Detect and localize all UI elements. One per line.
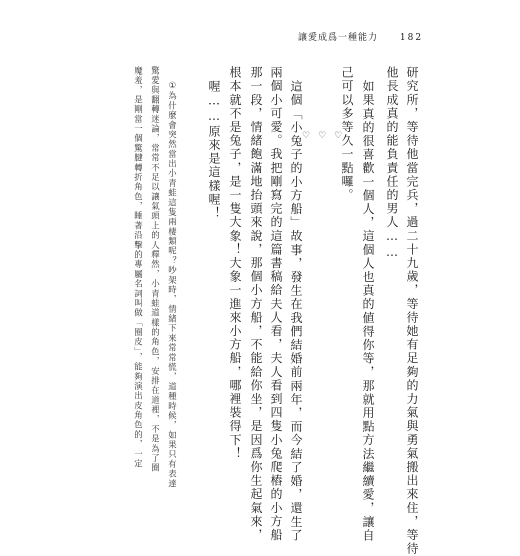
text-column-4: 己可以多等久一點囉。 [340, 66, 354, 202]
text-column-8: 根本就不是兔子，是一隻大象！大象一進來小方船，哪裡裝得下！ [228, 66, 242, 461]
text-column-9: 喔……原來是這樣喔！ [207, 80, 221, 220]
footnote-line-3: 魔羞，是剛當一個驚腱轉折角色，睡著沿擊的專屬名詞叫做「圈皮」，能夠演出皮角色的，一定 [133, 66, 144, 469]
text-column-3: 如果真的很喜歡一個人，這個人也真的値得你等，那就用點方法繼續愛，讓自 [361, 80, 375, 543]
text-column-2: 他長成真的能負責任的男人…… [385, 66, 399, 261]
heart-icon: ♡ [302, 131, 311, 141]
text-column-1: 研究所，等待他當完兵，過二十九歲，等待她有足夠的力氣與勇氣搬出來住，等待 [405, 66, 419, 556]
book-title: 讓愛成爲一種能力 [298, 33, 379, 43]
text-column-6: 兩個小可愛。我把剛寫完的這篇書稿給夫人看，夫人看到四隻小兔爬樁的小方船 [269, 66, 283, 542]
heart-icon: ♡ [334, 131, 343, 141]
text-column-5: 這個「小兔子的小方船」故事，發生在我們結婚前兩年，而今結了婚，還生了 [289, 80, 303, 543]
section-break-hearts [302, 132, 342, 141]
footnote-line-2: 驚愛與翻轉迷論，常常不足以讓氣頭上的人釋然，小青蛙道樣的角色，安排在道裡，不是為了圈 [150, 66, 161, 473]
footnote-line-1: ①為什麼會突然當出小青蛙這隻兩棲類呢？吵架時，情緒下來常常慌，道種時候，如果只有表達 [167, 80, 178, 489]
text-column-7: 那一段，情緒飽滿地抬頭來說，那個小方船，不能給你坐，是因爲你生起氣來， [249, 66, 263, 542]
heart-icon: ♡ [318, 131, 327, 141]
page-number: 182 [399, 33, 424, 43]
